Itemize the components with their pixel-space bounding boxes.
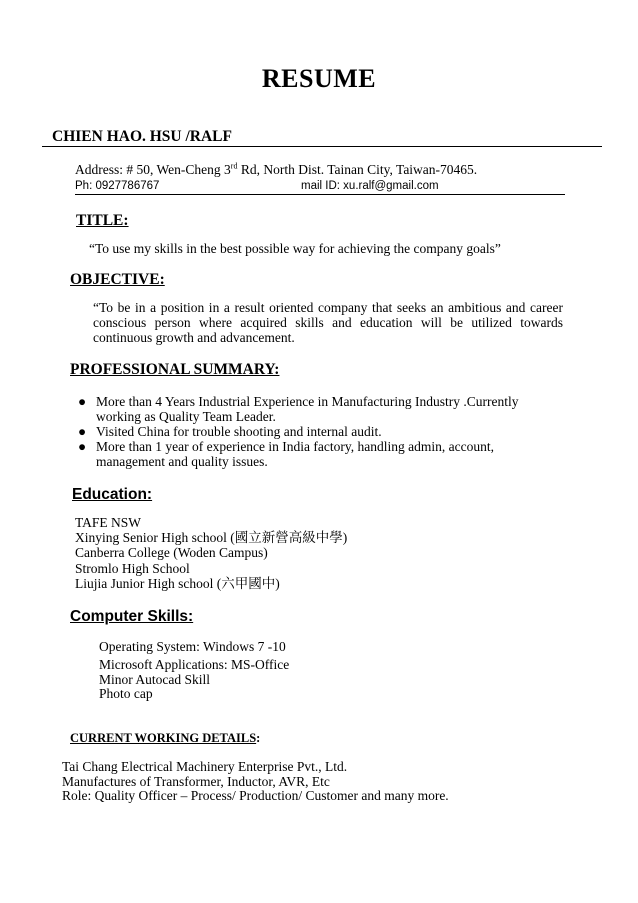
candidate-name: CHIEN HAO. HSU /RALF [52,128,232,145]
summary-item-text: More than 1 year of experience in India factory, handling admin, account, management and quality issues. [96,439,494,469]
computer-skills-heading: Computer Skills: [70,608,194,625]
list-item: Liujia Junior High school (六甲國中) [75,575,280,591]
list-item: Tai Chang Electrical Machinery Enterprise Pvt., Ltd. [62,759,348,774]
education-heading: Education: [72,486,153,503]
summary-list [75,394,565,469]
title-heading: TITLE: [76,212,129,229]
working-details-colon: : [256,731,261,745]
list-item: Manufactures of Transformer, Inductor, AVR, Etc [62,773,330,789]
email-address: mail ID: xu.ralf@gmail.com [301,180,439,192]
list-item: Canberra College (Woden Campus) [75,545,268,561]
address-prefix: Address: # 50, Wen-Cheng 3 [75,162,231,177]
bullet-icon: ● [78,439,87,454]
list-item: Role: Quality Officer – Process/ Production/ Customer and many more. [62,788,449,803]
list-item [75,424,565,439]
address-suffix: Rd, North Dist. Tainan City, Taiwan-70465. [237,162,478,177]
list-item: TAFE NSW [75,515,142,530]
address-line [75,162,477,178]
education-list [75,515,347,591]
objective-statement: “To be in a position in a result oriented company that seeks an ambitious and career conscious person where acquired skills and education will be utilized towards continuous growth and advancement. [93,300,563,345]
bullet-icon: ● [78,424,87,439]
bullet-icon: ● [78,394,87,409]
list-item: Stromlo High School [75,560,190,576]
operating-system-line: Operating System: Windows 7 -10 [99,639,286,654]
list-item: Xinying Senior High school (國立新營高級中學) [75,530,348,546]
contact-line [75,179,565,195]
list-item [75,439,565,469]
list-item: Microsoft Applications: MS-Office [99,657,290,672]
list-item [75,394,565,424]
summary-heading: PROFESSIONAL SUMMARY: [70,361,280,378]
working-details-list [62,760,449,804]
address-ordinal: rd [230,161,238,171]
list-item: Minor Autocad Skill [99,671,210,687]
computer-skills-list [99,658,289,702]
working-details-heading [70,731,260,746]
phone-number: Ph: 0927786767 [75,180,160,192]
list-item: Photo cap [99,686,153,701]
title-statement: “To use my skills in the best possible way for achieving the company goals” [89,241,501,256]
objective-heading: OBJECTIVE: [70,271,165,288]
working-details-title: CURRENT WORKING DETAILS [70,731,257,745]
name-divider [42,146,602,147]
document-title: RESUME [261,64,377,93]
summary-item-text: More than 4 Years Industrial Experience in Manufacturing Industry .Currently working as Quality Team Leader. [96,394,519,424]
summary-item-text: Visited China for trouble shooting and internal audit. [96,424,382,439]
